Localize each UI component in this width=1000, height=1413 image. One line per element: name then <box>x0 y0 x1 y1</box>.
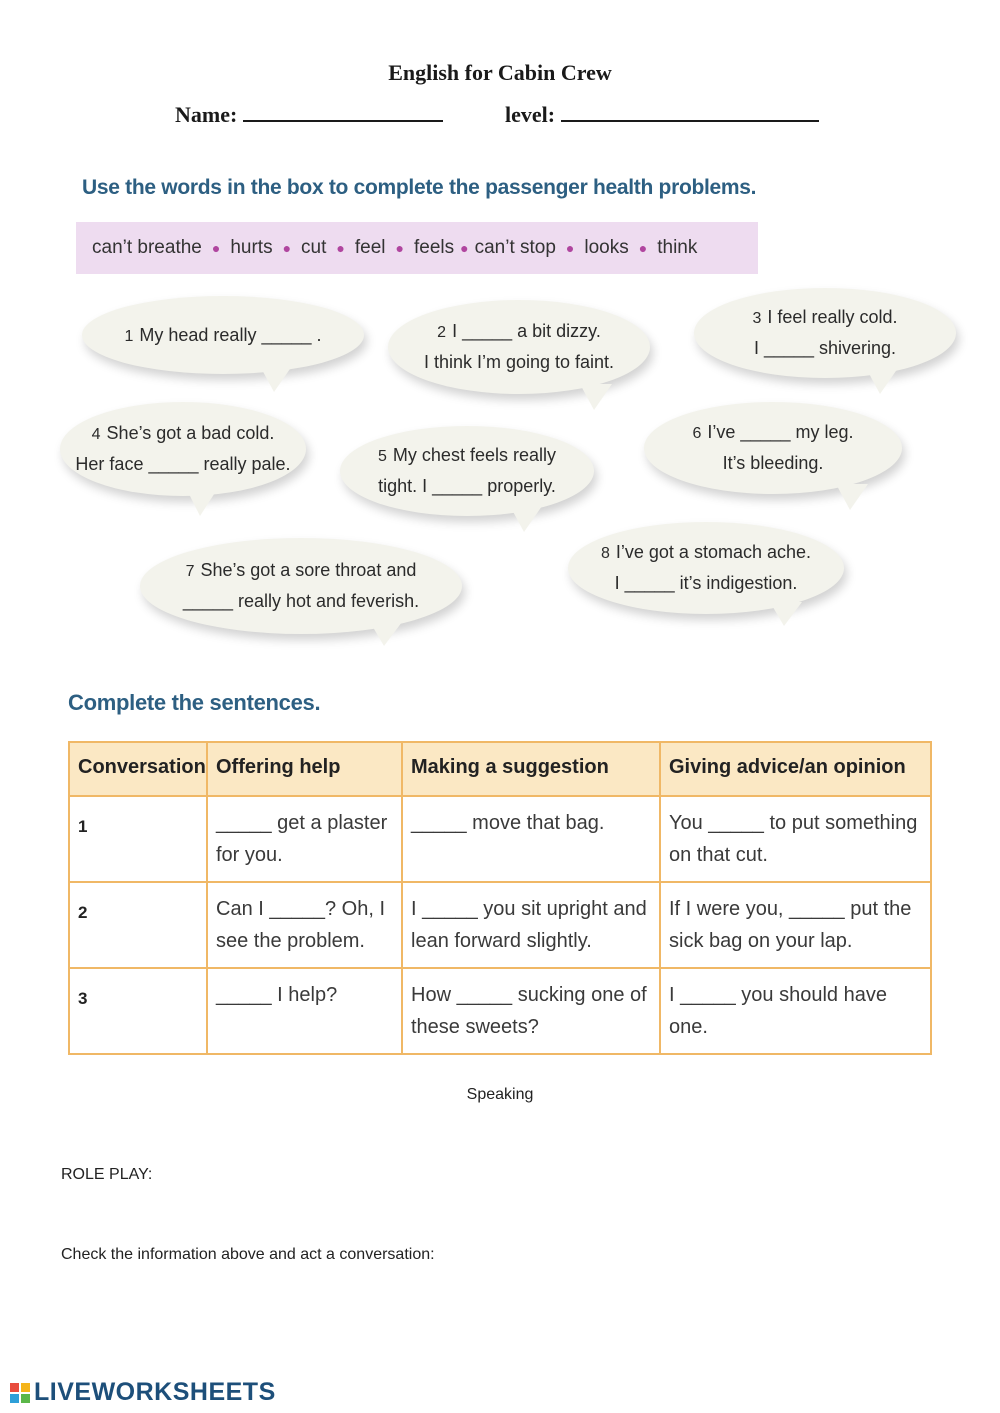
table-header: Offering help <box>207 742 402 796</box>
bubble-tail <box>866 368 898 394</box>
speech-bubble-8 <box>568 522 844 614</box>
bubble-line[interactable]: I think I’m going to faint. <box>423 352 615 372</box>
level-label: level: <box>505 102 556 127</box>
phrases-table <box>68 741 930 1055</box>
table-cell[interactable]: I _____ you sit upright and lean forward slightly. <box>402 882 660 968</box>
bubble-line[interactable]: Her face _____ really pale. <box>75 454 291 474</box>
table-header-row <box>69 742 931 796</box>
logo-icon <box>10 1383 30 1403</box>
bullet-icon: ● <box>638 240 648 256</box>
speech-bubble-3 <box>694 288 956 378</box>
bubble-line[interactable]: It’s bleeding. <box>722 453 824 473</box>
table-cell[interactable]: I _____ you should have one. <box>660 968 931 1054</box>
bubble-line[interactable]: She’s got a sore throat and <box>200 560 417 581</box>
bubble-line[interactable]: I’ve _____ my leg. <box>707 422 854 443</box>
bubble-line[interactable]: My head really _____ . <box>139 324 322 345</box>
bubble-tail <box>510 506 542 532</box>
speech-bubble-5 <box>340 426 594 516</box>
table-header: Giving advice/an opinion <box>660 742 931 796</box>
role-play-label: ROLE PLAY: <box>61 1166 153 1183</box>
bubble-line[interactable]: My chest feels really <box>392 445 556 466</box>
table-cell[interactable]: _____ move that bag. <box>402 796 660 882</box>
bubble-tail <box>260 366 292 392</box>
bubble-line[interactable]: I _____ a bit dizzy. <box>452 321 601 342</box>
logo-text: LIVEWORKSHEETS <box>34 1378 276 1406</box>
bubble-line[interactable]: I’ve got a stomach ache. <box>615 542 811 563</box>
table-cell[interactable]: How _____ sucking one of these sweets? <box>402 968 660 1054</box>
speech-bubble-1 <box>82 296 364 374</box>
table-header: Conversation <box>69 742 207 796</box>
bubble-number: 3 <box>752 310 762 328</box>
bullet-icon: ● <box>460 240 469 256</box>
liveworksheets-logo[interactable] <box>10 1378 276 1407</box>
name-field <box>175 102 443 128</box>
bubble-line[interactable]: I _____ it’s indigestion. <box>614 573 798 593</box>
conversation-number: 3 <box>69 968 207 1054</box>
bubble-tail <box>186 488 218 516</box>
bubble-tail <box>370 622 402 646</box>
table-cell[interactable]: Can I _____? Oh, I see the problem. <box>207 882 402 968</box>
bubble-number: 1 <box>124 327 134 345</box>
bubble-number: 8 <box>600 545 610 563</box>
bullet-icon: ● <box>211 240 221 256</box>
bubble-line[interactable]: tight. I _____ properly. <box>378 476 556 496</box>
level-blank[interactable] <box>561 102 819 122</box>
table-row <box>69 796 931 882</box>
logo-square <box>21 1383 30 1392</box>
bubble-number: 2 <box>437 324 447 342</box>
exercise1-instruction: Use the words in the box to complete the passenger health problems. <box>82 176 757 199</box>
page-title: English for Cabin Crew <box>388 60 612 85</box>
word-box <box>76 222 758 274</box>
bubble-tail <box>770 602 802 626</box>
bubble-line[interactable]: I feel really cold. <box>767 307 898 328</box>
bubble-number: 5 <box>378 448 387 466</box>
speech-bubble-2 <box>388 300 650 394</box>
bubble-number: 7 <box>185 563 195 581</box>
speech-bubble-7 <box>140 538 462 634</box>
table-cell[interactable]: You _____ to put something on that cut. <box>660 796 931 882</box>
bubble-tail <box>836 484 868 510</box>
conversation-number: 1 <box>69 796 207 882</box>
logo-square <box>10 1394 19 1403</box>
bullet-icon: ● <box>336 240 345 256</box>
table-cell[interactable]: _____ I help? <box>207 968 402 1054</box>
word-item: can’t stop <box>474 237 556 258</box>
word-item: hurts <box>230 237 273 258</box>
exercise2-instruction: Complete the sentences. <box>68 690 321 715</box>
name-label: Name: <box>175 102 238 127</box>
bubble-line[interactable]: _____ really hot and feverish. <box>182 591 420 611</box>
word-item: feel <box>354 237 386 258</box>
table-row <box>69 882 931 968</box>
bubble-line[interactable]: I _____ shivering. <box>753 338 897 358</box>
logo-square <box>10 1383 19 1392</box>
bubble-number: 6 <box>692 425 702 443</box>
word-item: looks <box>584 237 629 258</box>
table-cell[interactable]: If I were you, _____ put the sick bag on your lap. <box>660 882 931 968</box>
bullet-icon: ● <box>565 240 575 256</box>
bubble-line[interactable]: She’s got a bad cold. <box>106 423 275 444</box>
speech-bubble-6 <box>644 402 902 494</box>
speaking-instruction: Check the information above and act a conversation: <box>61 1246 435 1263</box>
word-item: think <box>657 237 698 258</box>
table-row <box>69 968 931 1054</box>
speaking-heading: Speaking <box>466 1086 534 1103</box>
conversation-number: 2 <box>69 882 207 968</box>
level-field <box>505 102 819 128</box>
bullet-icon: ● <box>282 240 292 256</box>
logo-square <box>21 1394 30 1403</box>
bubble-number: 4 <box>91 426 101 444</box>
table-cell[interactable]: _____ get a plaster for you. <box>207 796 402 882</box>
word-item: can’t breathe <box>92 237 202 258</box>
table-header: Making a suggestion <box>402 742 660 796</box>
word-item: feels <box>413 237 455 258</box>
bubble-tail <box>580 384 612 410</box>
word-item: cut <box>301 237 327 258</box>
bullet-icon: ● <box>395 240 404 256</box>
name-blank[interactable] <box>243 102 443 122</box>
speech-bubble-4 <box>60 402 306 496</box>
